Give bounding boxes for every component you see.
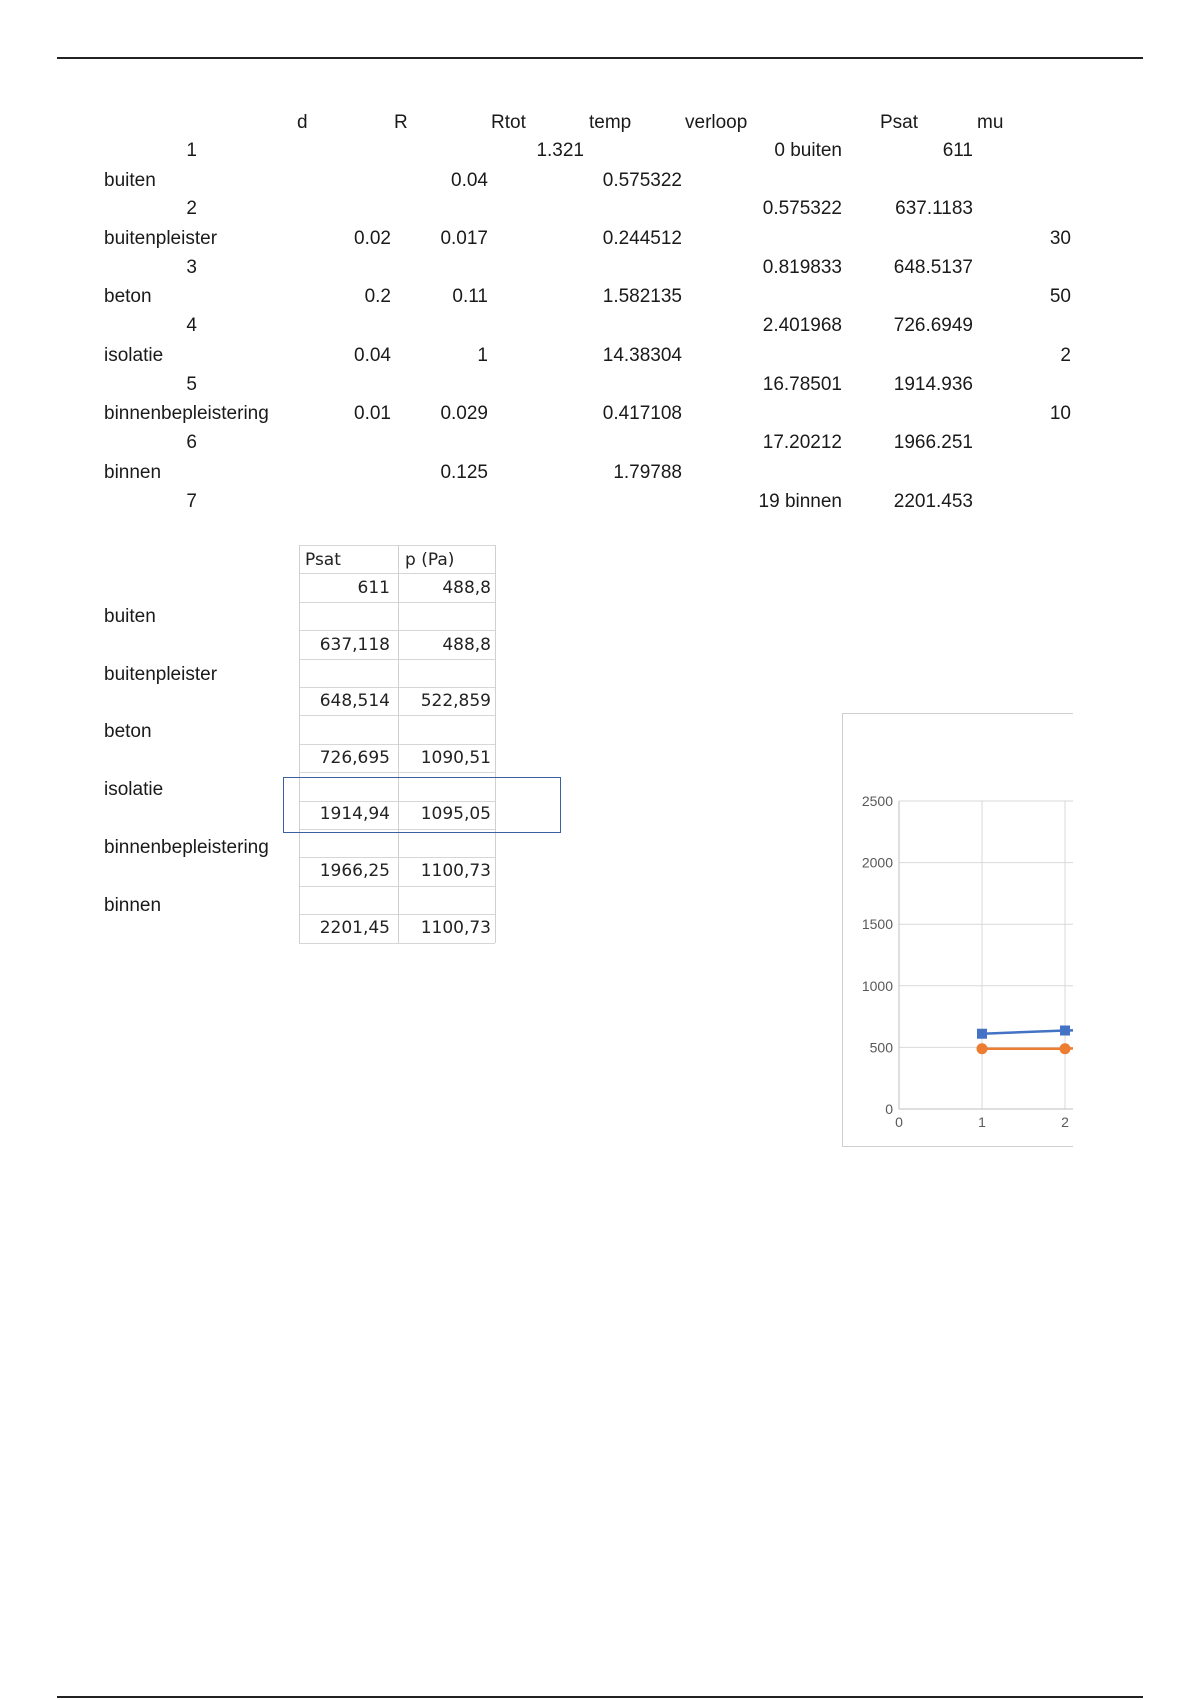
cell-verloop: 16.78501 (762, 374, 842, 395)
top-rule (57, 57, 1143, 59)
grid-line (299, 886, 495, 887)
cell-idx: 2 (186, 198, 197, 219)
x-tick-label: 1 (978, 1114, 986, 1130)
cell-mu: 10 (1049, 403, 1071, 424)
lower-label: buiten (104, 606, 156, 627)
header-psat: Psat (305, 550, 341, 570)
lower-label: beton (104, 721, 152, 742)
series-point (1060, 1043, 1071, 1054)
cell-name: binnen (104, 462, 162, 483)
cell-psat: 611 (942, 140, 973, 161)
cell-p: 522,859 (420, 691, 491, 712)
series-point (977, 1029, 987, 1039)
cell-p: 488,8 (442, 634, 491, 655)
header-mu: mu (977, 112, 1004, 133)
cell-verloop: 19 binnen (758, 491, 842, 512)
cell-d: 0.2 (364, 286, 391, 307)
cell-temp: 1.79788 (613, 462, 682, 483)
cell-temp: 0.244512 (602, 228, 682, 249)
cell-name: buitenpleister (104, 228, 218, 249)
cell-p: 488,8 (442, 578, 491, 598)
cell-R: 0.125 (440, 462, 488, 483)
cell-rtot: 1.321 (536, 140, 584, 161)
cell-idx: 1 (186, 140, 197, 161)
y-tick-label: 1500 (861, 916, 893, 933)
series-point (1060, 1026, 1070, 1036)
cell-name: beton (104, 286, 152, 307)
series-point (977, 1043, 988, 1054)
pressure-chart (842, 713, 1073, 1147)
cell-psat: 637.1183 (895, 198, 973, 219)
cell-temp: 14.38304 (602, 345, 682, 366)
cell-R: 0.029 (440, 403, 488, 424)
cell-psat: 2201.453 (893, 491, 973, 512)
cell-psat: 1966.251 (893, 432, 973, 453)
cell-psat: 726,695 (319, 747, 390, 768)
y-tick-label: 0 (885, 1101, 893, 1117)
lower-label: binnenbepleistering (104, 837, 269, 858)
cell-name: isolatie (104, 345, 164, 366)
lower-label: buitenpleister (104, 664, 218, 685)
grid-line (299, 914, 495, 915)
cell-p: 1090,51 (420, 747, 491, 768)
lower-label: isolatie (104, 779, 164, 800)
header-Psat: Psat (880, 112, 919, 133)
cell-name: buiten (104, 170, 156, 191)
grid-line (299, 943, 495, 944)
cell-psat: 611 (357, 578, 390, 598)
cell-verloop: 2.401968 (762, 315, 842, 336)
cell-psat: 637,118 (319, 634, 390, 655)
grid-line (398, 545, 399, 943)
grid-line (299, 772, 495, 773)
cell-psat: 648,514 (319, 691, 390, 712)
cell-p: 1100,73 (420, 917, 491, 938)
cell-verloop: 0.819833 (762, 257, 842, 278)
cell-psat: 2201,45 (319, 917, 390, 938)
grid-line (495, 545, 496, 943)
cell-R: 0.04 (451, 170, 488, 191)
cell-psat: 648.5137 (893, 257, 973, 278)
cell-psat: 1914,94 (319, 804, 390, 825)
cell-R: 1 (477, 345, 488, 366)
cell-mu: 50 (1049, 286, 1071, 307)
cell-R: 0.11 (452, 286, 488, 307)
grid-line (299, 857, 495, 858)
grid-line (299, 659, 495, 660)
bottom-rule (57, 1696, 1143, 1698)
header-d: d (297, 112, 308, 133)
grid-line (299, 602, 495, 603)
cell-temp: 0.575322 (602, 170, 682, 191)
cell-psat: 1966,25 (319, 861, 390, 881)
cell-temp: 0.417108 (602, 403, 682, 424)
series-line-1 (982, 973, 1073, 1048)
x-tick-label: 2 (1061, 1114, 1069, 1130)
cell-verloop: 0 buiten (774, 140, 842, 161)
cell-verloop: 17.20212 (762, 432, 842, 453)
cell-mu: 30 (1049, 228, 1071, 249)
y-tick-label: 1000 (861, 977, 893, 994)
cell-psat: 726.6949 (893, 315, 973, 336)
grid-line (299, 630, 495, 631)
cell-verloop: 0.575322 (762, 198, 842, 219)
grid-line (299, 715, 495, 716)
cell-temp: 1.582135 (602, 286, 682, 307)
cell-p: 1095,05 (420, 804, 491, 825)
grid-line (299, 573, 495, 574)
grid-line (299, 687, 495, 688)
lower-label: binnen (104, 895, 162, 916)
y-tick-label: 2000 (861, 854, 893, 871)
header-temp: temp (589, 112, 632, 133)
header-verloop: verloop (685, 112, 748, 133)
header-Rtot: Rtot (491, 112, 526, 133)
header-R: R (394, 112, 408, 133)
cell-mu: 2 (1060, 345, 1071, 366)
cell-idx: 7 (186, 491, 197, 512)
cell-idx: 3 (186, 257, 197, 278)
cell-d: 0.01 (354, 403, 391, 424)
chart-svg (843, 714, 1073, 1146)
header-p: p (Pa) (405, 550, 455, 570)
cell-name: binnenbepleistering (104, 403, 269, 424)
series-line-0 (982, 838, 1073, 1034)
cell-p: 1100,73 (420, 861, 491, 881)
grid-line (299, 545, 300, 943)
cell-R: 0.017 (440, 228, 488, 249)
y-tick-label: 2500 (861, 793, 893, 809)
grid-line (299, 744, 495, 745)
y-tick-label: 500 (869, 1039, 893, 1056)
cell-psat: 1914.936 (893, 374, 973, 395)
cell-d: 0.02 (354, 228, 391, 249)
cell-idx: 5 (186, 374, 197, 395)
cell-idx: 6 (186, 432, 197, 453)
cell-d: 0.04 (354, 345, 391, 366)
x-tick-label: 0 (895, 1114, 903, 1130)
grid-line (299, 545, 495, 546)
cell-idx: 4 (186, 315, 197, 336)
selection-box (283, 777, 561, 833)
